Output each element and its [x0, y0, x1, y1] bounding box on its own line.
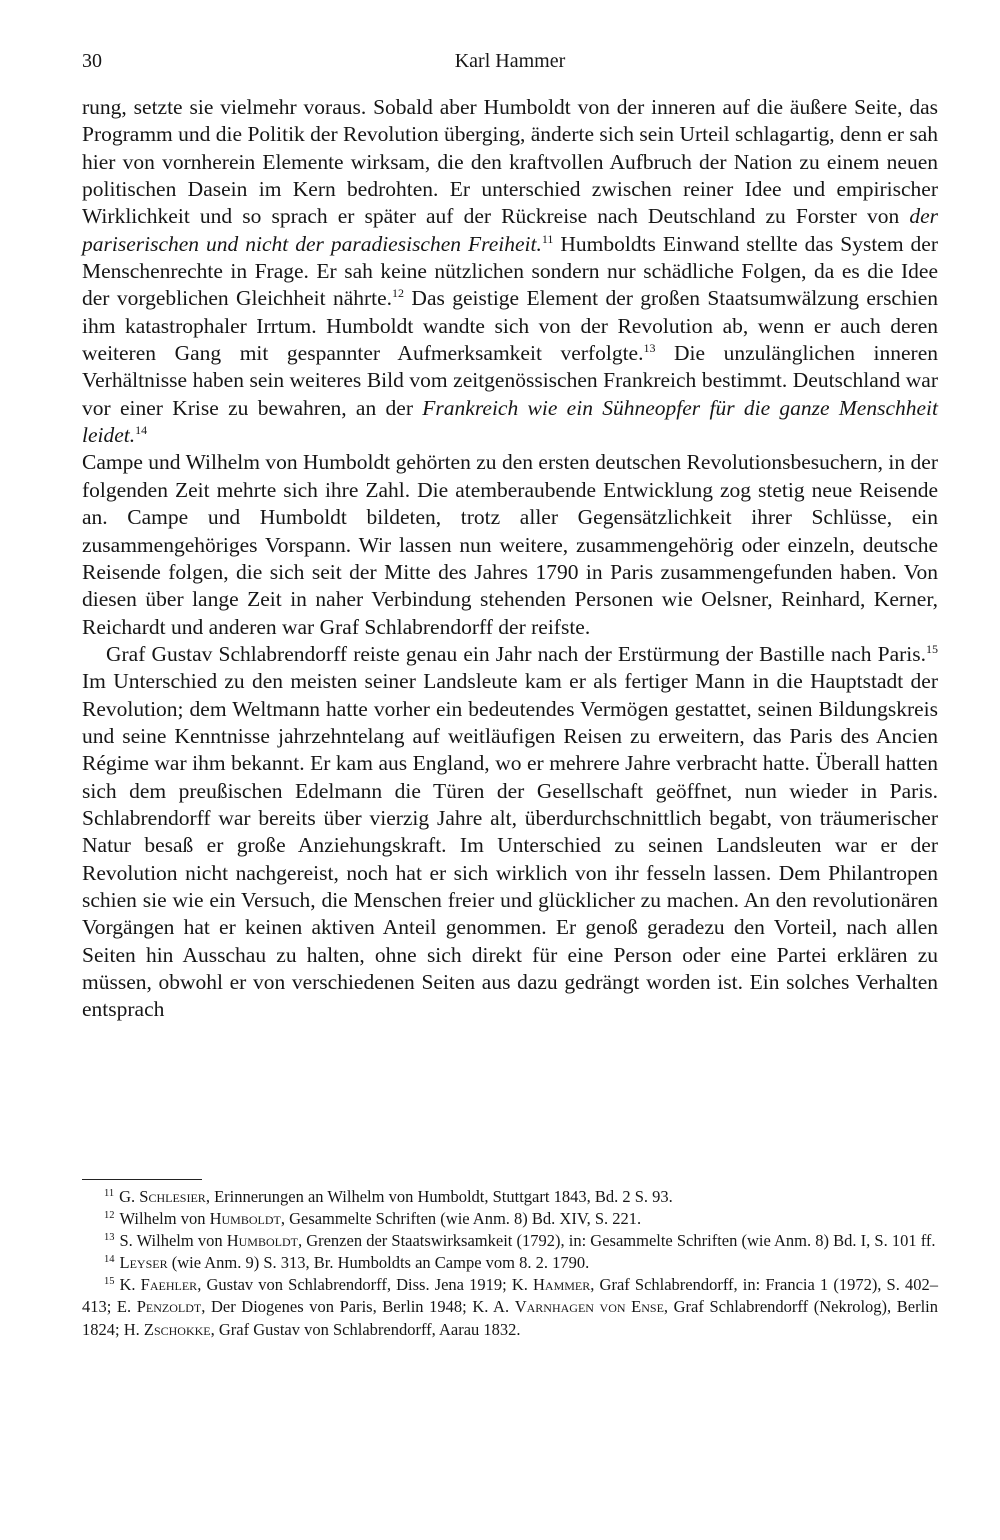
text-run: , Graf Schlabrendorff, in: Francia 1 (1972), S. 402–413; E. [82, 1275, 938, 1317]
footnote [82, 1186, 938, 1208]
text-run: , Der Diogenes von Paris, Berlin 1948; K. A. [201, 1297, 515, 1317]
paragraph [82, 94, 938, 449]
page-header [82, 46, 938, 76]
text-run: Die unzulänglichen inneren Verhältnisse haben sein weiteres Bild vom zeitgenössischen Frankreich bestimmt. Deutschland war vor einer Krise zu bewahren, an der [82, 341, 939, 420]
footnote-reference: 13 [643, 340, 656, 355]
footnote-number: 13 [104, 1231, 115, 1243]
text-run: Graf Gustav Schlabrendorff reiste genau ein Jahr nach der Erstürmung der Bastille nach Paris. [106, 641, 926, 666]
footnote [82, 1252, 938, 1274]
text-run: Im Unterschied zu den meisten seiner Landsleute kam er als fertiger Mann in die Hauptstadt der Revolution; dem Weltmann hatte vorher ein bedeutendes Vermögen gestattet, seinen Bildungskreis und seine Kenntnisse jahrzehntelang auf weitläufigen Reisen zu erweitern, das Paris des Ancien Régime war ihm bekannt. Er kam aus England, wo er mehrere Jahre verbracht hatte. Überall hatten sich dem preußischen Edelmann die Türen der Gesellschaft geöffnet, nun wieder in Paris. Schlabrendorff war bereits über vierzig Jahre alt, überdurchschnittlich begabt, von träumerischer Natur besaß er große Anziehungskraft. Im Unterschied zu seinen Landsleuten war er der Revolution nicht nachgereist, noch hat er sich wirklich von ihr fesseln lassen. Dem Philantropen schien sie wie ein Versuch, die Menschen freier und glücklicher zu machen. An den revolutionären Vorgängen hat er keinen aktiven Anteil genommen. Er genoß geradezu den Vorteil, nach allen Seiten hin Ausschau zu halten, ohne sich direkt für eine Person oder eine Partei erklären zu müssen, obwohl er von verschiedenen Seiten aus dazu gedrängt worden ist. Ein solches Verhalten entsprach [82, 669, 938, 1022]
author-name: Humboldt [226, 1231, 298, 1251]
text-run: Das geistige Element der großen Staatsumwälzung erschien ihm katastrophaler Irrtum. Humboldt wandte sich von der Revolution ab, wenn er auch deren weiteren Gang mit gespannter Aufmerksamkeit verfolgte. [82, 286, 938, 366]
italic-quote: Frankreich wie ein Sühneopfer für die ganze Menschheit leidet. [82, 395, 938, 448]
main-text [82, 94, 938, 1024]
author-name: Leyser [119, 1253, 168, 1273]
author-name: Hammer [533, 1275, 591, 1295]
footnote-reference: 15 [926, 641, 938, 656]
author-name: Zschokke [143, 1319, 211, 1339]
footnote [82, 1274, 938, 1340]
author-name: Penzoldt [136, 1297, 202, 1317]
author-name: Faehler [140, 1275, 198, 1295]
page-number: 30 [82, 50, 102, 72]
italic-quote: der pariserischen und nicht der paradiesischen Freiheit. [82, 204, 938, 256]
footnote [82, 1208, 938, 1230]
footnote-number: 12 [104, 1209, 115, 1221]
text-run: , Grenzen der Staatswirksamkeit (1792), in: Gesammelte Schriften (wie Anm. 8) Bd. I, S. 101 ff. [297, 1231, 936, 1251]
text-run: , Erinnerungen an Wilhelm von Humboldt, Stuttgart 1843, Bd. 2 S. 93. [205, 1187, 673, 1206]
running-title: Karl Hammer [454, 50, 566, 72]
text-run: G. [119, 1187, 140, 1206]
footnote-reference: 12 [392, 286, 405, 301]
text-run: , Gesammelte Schriften (wie Anm. 8) Bd. XIV, S. 221. [280, 1209, 642, 1229]
text-run: S. Wilhelm von [119, 1231, 227, 1251]
text-run: Humboldts Einwand stellte das System der Menschenrechte in Frage. Er sah keine nützlichen sondern nur schädliche Folgen, da es die Idee der vorgeblichen Gleichheit nährte. [82, 231, 938, 311]
text-run: K. [119, 1275, 141, 1295]
footnote-number: 14 [104, 1253, 115, 1265]
text-run: , Graf Gustav von Schlabrendorff, Aarau 1832. [210, 1319, 521, 1339]
text-run: , Graf Schlabrendorff (Nekrolog), Berlin 1824; H. [82, 1297, 938, 1339]
footnote [82, 1230, 938, 1252]
paragraph [82, 641, 938, 1024]
footnote-number: 15 [104, 1275, 115, 1287]
text-run: Wilhelm von [119, 1209, 210, 1229]
footnote-divider [82, 1179, 202, 1180]
footnotes [82, 1186, 938, 1341]
footnote-reference: 11 [541, 231, 554, 246]
text-run: , Gustav von Schlabrendorff, Diss. Jena 1919; K. [197, 1275, 534, 1295]
author-name: Humboldt [209, 1209, 281, 1229]
paragraph: Campe und Wilhelm von Humboldt gehörten zu den ersten deutschen Revolutionsbesuchern, in der folgenden Zeit mehrte sich ihre Zahl. Die atemberaubende Entwicklung zog stetig neue Reisende an. Campe und Humboldt bildeten, trotz aller Gegensätzlichkeit ihrer Schlüsse, ein zusammengehöriges Vorspann. Wir lassen nun weitere, zusammengehörig oder einzeln, deutsche Reisende folgen, die sich seit der Mitte des Jahres 1790 in Paris zusammengefunden haben. Von diesen über lange Zeit in naher Verbindung stehenden Personen wie Oelsner, Reinhard, Kerner, Reichardt und anderen war Graf Schlabrendorff der reifste. [82, 450, 938, 639]
text-run: rung, setzte sie vielmehr voraus. Sobald aber Humboldt von der inneren auf die äußere Seite, das Programm und die Politik der Revolution überging, änderte sich sein Urteil schlagartig, denn er sah hier von vornherein Elemente wirksam, die den kraftvollen Aufbruch der Nation zu einem neuen politischen Dasein im Kern bedrohten. Er unterschied zwischen reiner Idee und empirischer Wirklichkeit und so sprach er später auf der Rückreise nach Deutschland zu Forster von [82, 95, 938, 229]
author-name: Schlesier [139, 1187, 206, 1206]
author-name: Varnhagen von Ense [514, 1297, 664, 1317]
footnote-reference: 14 [135, 422, 148, 437]
text-run: (wie Anm. 9) S. 313, Br. Humboldts an Campe vom 8. 2. 1790. [167, 1253, 590, 1273]
footnote-number: 11 [104, 1187, 115, 1199]
